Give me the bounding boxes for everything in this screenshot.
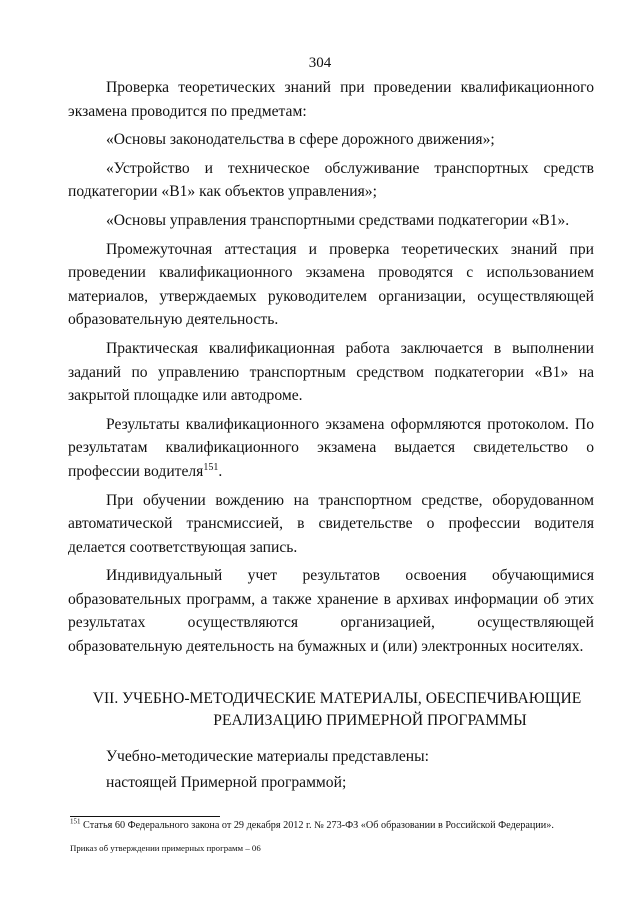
paragraph: «Основы законодательства в сфере дорожного движения»; <box>106 131 495 149</box>
paragraph: Учебно-методические материалы представлены: <box>106 748 429 765</box>
paragraph-with-footnote <box>68 413 594 484</box>
page-footer: Приказ об утверждении примерных программ – 06 <box>70 843 261 853</box>
paragraph: Промежуточная аттестация и проверка теоретических знаний при проведении квалификационного экзамена проводятся с использованием материалов, утверждаемых руководителем организации, осуществляющей образовательную деятельность. <box>68 240 594 329</box>
footnote-reference[interactable]: 151 <box>203 461 219 473</box>
section-heading-line: РЕАЛИЗАЦИЮ ПРИМЕРНОЙ ПРОГРАММЫ <box>213 712 527 729</box>
paragraph: «Устройство и техническое обслуживание транспортных средств подкатегории «B1» как объектов управления»; <box>68 159 594 201</box>
body-text <box>68 76 594 659</box>
footnote-text: Статья 60 Федерального закона от 29 декабря 2012 г. № 273-ФЗ «Об образовании в Российской Федерации». <box>80 820 554 831</box>
paragraph-text: Результаты квалификационного экзамена оформляются протоколом. По результатам квалификационного экзамена выдается свидетельство о профессии водителя <box>68 415 594 480</box>
paragraph: Практическая квалификационная работа заключается в выполнении заданий по управлению транспортным средством подкатегории «B1» на закрытой площадке или автодроме. <box>68 339 594 405</box>
page-number: 304 <box>308 55 332 71</box>
paragraph: При обучении вождению на транспортном средстве, оборудованном автоматической трансмиссией, в свидетельстве о профессии водителя делается соответствующая запись. <box>68 491 594 556</box>
paragraph: Индивидуальный учет результатов освоения обучающимися образовательных программ, а также хранение в архивах информации об этих результатах осуществляются организацией, осуществляющей образовательную деятельность на бумажных и (или) электронных носителях. <box>68 567 594 656</box>
after-section-text <box>68 744 594 796</box>
paragraph: «Основы управления транспортными средствами подкатегории «B1». <box>106 211 570 229</box>
paragraph: Проверка теоретических знаний при проведении квалификационного экзамена проводится по предметам: <box>68 79 594 120</box>
paragraph-end-punctuation: . <box>218 462 223 480</box>
footnote-number: 151 <box>70 817 81 826</box>
section-heading-line: VII. УЧЕБНО-МЕТОДИЧЕСКИЕ МАТЕРИАЛЫ, ОБЕСПЕЧИВАЮЩИЕ <box>92 690 582 707</box>
section-heading <box>68 688 594 732</box>
footnote-divider <box>70 816 220 817</box>
paragraph: настоящей Примерной программой; <box>106 774 347 791</box>
footnote <box>70 817 610 831</box>
